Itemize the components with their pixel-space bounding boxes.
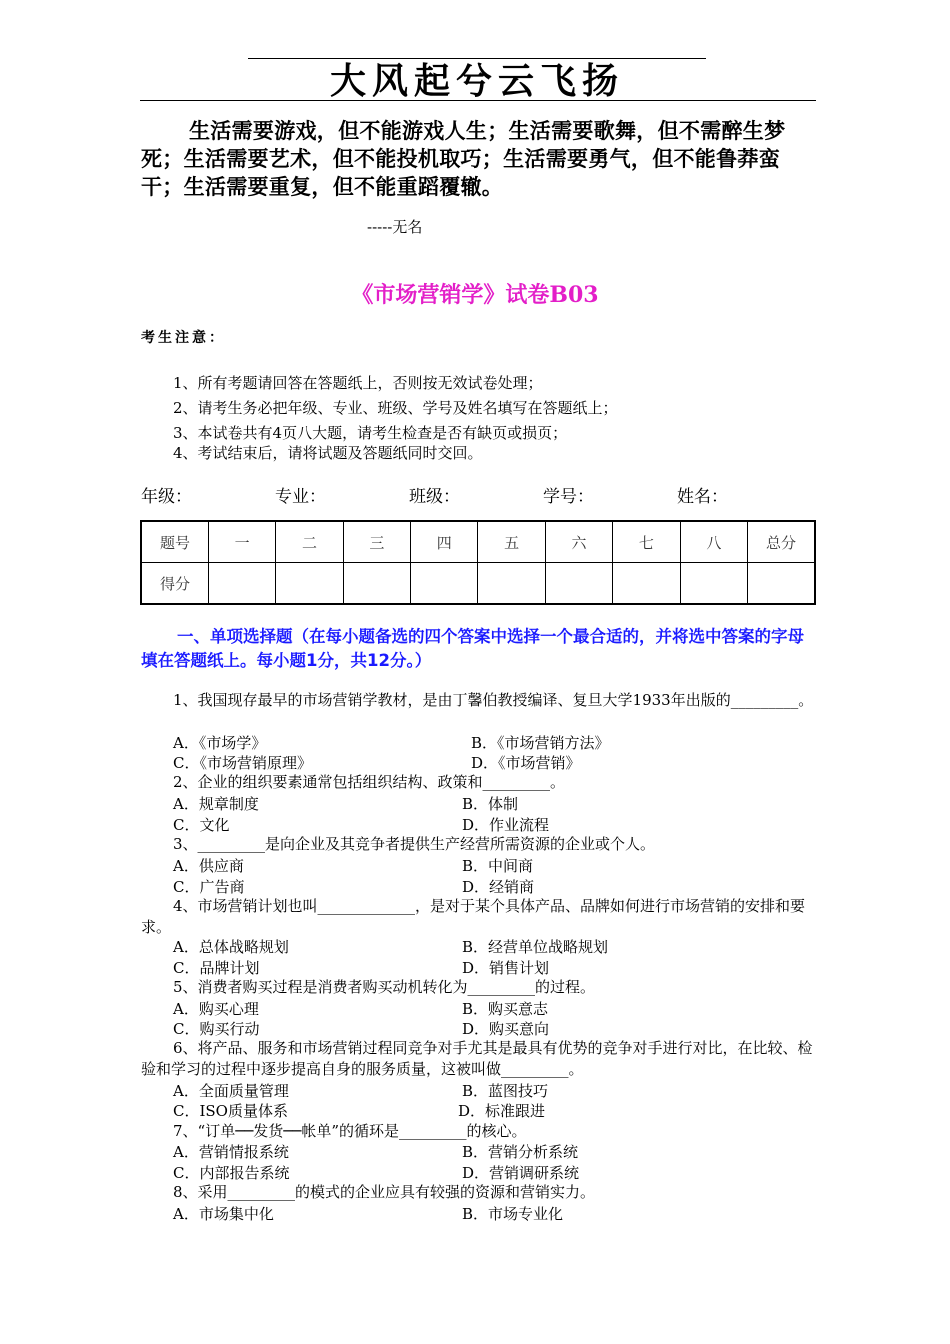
question-stem: 2、企业的组织要素通常包括组织结构、政策和_________。 xyxy=(173,773,566,791)
score-row xyxy=(141,563,815,605)
question-stem: 4、市场营销计划也叫_____________，是对于某个具体产品、品牌如何进行市场营销的安排和要求。 xyxy=(141,897,806,936)
question-stem: 5、消费者购买过程是消费者购买动机转化为_________的过程。 xyxy=(173,978,596,996)
score-cell xyxy=(208,563,275,605)
header-quote: 生活需要游戏，但不能游戏人生；生活需要歌舞，但不需醉生梦死；生活需要艺术，但不能投机取巧；生活需要勇气，但不能鲁莽蛮干；生活需要重复，但不能重蹈覆辙。 xyxy=(141,119,786,199)
question-option: C．文化 xyxy=(173,816,230,834)
question-option: A．《市场学》 xyxy=(173,734,267,752)
score-header-cell: 题号 xyxy=(141,521,208,563)
score-header-row xyxy=(141,521,815,563)
score-header-cell: 七 xyxy=(613,521,680,563)
question-option: C．ISO质量体系 xyxy=(173,1102,288,1120)
question-option: B．《市场营销方法》 xyxy=(471,734,610,752)
score-header-cell: 四 xyxy=(411,521,478,563)
question-option: C．品牌计划 xyxy=(173,959,260,977)
score-cell xyxy=(411,563,478,605)
score-cell xyxy=(276,563,343,605)
question-stem: 7、“订单──发货──帐单”的循环是_________的核心。 xyxy=(173,1122,527,1140)
notice-heading: 考生注意： xyxy=(141,330,226,346)
score-cell xyxy=(613,563,680,605)
question-option: B．中间商 xyxy=(462,857,534,875)
info-name: 姓名： xyxy=(677,487,728,507)
question-option: B．经营单位战略规划 xyxy=(462,938,609,956)
question-option: B．营销分析系统 xyxy=(462,1143,579,1161)
question-option: D．作业流程 xyxy=(462,816,550,834)
score-cell xyxy=(680,563,747,605)
notice-item: 4、考试结束后，请将试题及答题纸同时交回。 xyxy=(173,444,483,462)
question-option: B．购买意志 xyxy=(462,1000,549,1018)
score-header-cell: 五 xyxy=(478,521,545,563)
question-option: C．广告商 xyxy=(173,878,245,896)
score-cell xyxy=(343,563,410,605)
quote-author: -----无名 xyxy=(367,218,423,236)
exam-title: 《市场营销学》试卷B03 xyxy=(351,282,599,308)
question-option: A．规章制度 xyxy=(173,795,259,813)
question-option: C．《市场营销原理》 xyxy=(173,754,312,772)
question-option: A．总体战略规划 xyxy=(173,938,289,956)
score-table xyxy=(140,520,816,605)
banner-rule xyxy=(140,100,816,101)
score-cell xyxy=(748,563,815,605)
score-cell xyxy=(478,563,545,605)
info-class: 班级： xyxy=(409,487,460,507)
question-option: C．购买行动 xyxy=(173,1020,260,1038)
notice-item: 2、请考生务必把年级、专业、班级、学号及姓名填写在答题纸上； xyxy=(173,399,618,417)
info-grade: 年级： xyxy=(141,487,192,507)
score-header-cell: 一 xyxy=(208,521,275,563)
question-stem: 1、我国现存最早的市场营销学教材，是由丁馨伯教授编译、复旦大学1933年出版的_________。 xyxy=(173,691,814,709)
info-student-id: 学号： xyxy=(543,487,594,507)
question-option: A．营销情报系统 xyxy=(173,1143,289,1161)
score-header-cell: 八 xyxy=(680,521,747,563)
question-option: B．蓝图技巧 xyxy=(462,1082,549,1100)
question-option: A．供应商 xyxy=(173,857,244,875)
question-option: A．全面质量管理 xyxy=(173,1082,289,1100)
score-header-cell: 六 xyxy=(545,521,612,563)
notice-item: 1、所有考题请回答在答题纸上，否则按无效试卷处理； xyxy=(173,374,543,392)
question-option: D．购买意向 xyxy=(462,1020,550,1038)
question-option: D．《市场营销》 xyxy=(471,754,581,772)
score-header-cell: 总分 xyxy=(748,521,815,563)
score-row-label: 得分 xyxy=(141,563,208,605)
banner-title: 大风起兮云飞扬 xyxy=(330,60,625,102)
question-stem: 6、将产品、服务和市场营销过程同竞争对手尤其是最具有优势的竞争对手进行对比，在比较、检验和学习的过程中逐步提高自身的服务质量，这被叫做_________。 xyxy=(141,1039,813,1078)
score-header-cell: 三 xyxy=(343,521,410,563)
score-cell xyxy=(545,563,612,605)
question-option: D．经销商 xyxy=(462,878,535,896)
question-option: D．销售计划 xyxy=(462,959,550,977)
question-stem: 8、采用_________的模式的企业应具有较强的资源和营销实力。 xyxy=(173,1183,596,1201)
question-option: D．营销调研系统 xyxy=(462,1164,580,1182)
question-stem: 3、_________是向企业及其竞争者提供生产经营所需资源的企业或个人。 xyxy=(173,835,656,853)
question-option: A．购买心理 xyxy=(173,1000,259,1018)
question-option: B．市场专业化 xyxy=(462,1205,564,1223)
notice-item: 3、本试卷共有4页八大题，请考生检查是否有缺页或损页； xyxy=(173,424,568,442)
question-option: B．体制 xyxy=(462,795,519,813)
score-header-cell: 二 xyxy=(276,521,343,563)
info-major: 专业： xyxy=(275,487,326,507)
question-option: A．市场集中化 xyxy=(173,1205,274,1223)
section-heading: 一、单项选择题（在每小题备选的四个答案中选择一个最合适的，并将选中答案的字母填在答题纸上。每小题1分，共12分。） xyxy=(141,627,804,670)
question-option: C．内部报告系统 xyxy=(173,1164,290,1182)
question-option: D．标准跟进 xyxy=(458,1102,546,1120)
top-rule xyxy=(248,58,706,59)
